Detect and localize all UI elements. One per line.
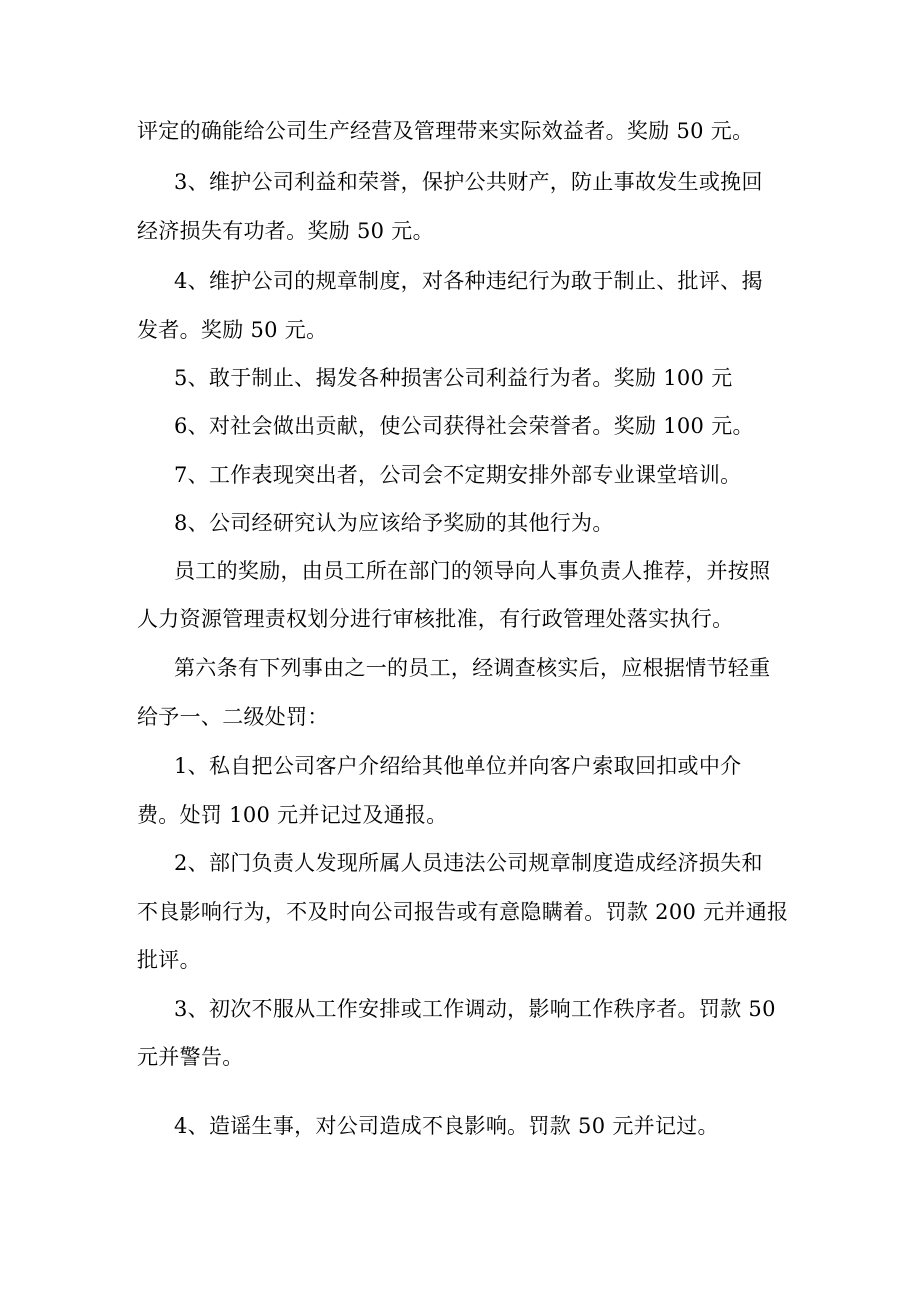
text-line: 发者。奖励 50 元。	[137, 318, 328, 342]
text-line: 评定的确能给公司生产经营及管理带来实际效益者。奖励 50 元。	[137, 119, 754, 143]
text-line: 4、维护公司的规章制度，对各种违纪行为敢于制止、批评、揭	[174, 269, 763, 293]
text-line: 8、公司经研究认为应该给予奖励的其他行为。	[174, 511, 614, 535]
text-line: 给予一、二级处罚：	[137, 705, 329, 729]
text-line: 不良影响行为，不及时向公司报告或有意隐瞒着。罚款 200 元并通报	[137, 900, 789, 924]
text-line: 7、工作表现突出者，公司会不定期安排外部专业课堂培训。	[174, 463, 742, 487]
text-line: 2、部门负责人发现所属人员违法公司规章制度造成经济损失和	[174, 851, 763, 875]
text-line: 5、敢于制止、揭发各种损害公司利益行为者。奖励 100 元	[174, 366, 733, 390]
text-line: 经济损失有功者。奖励 50 元。	[137, 219, 434, 243]
text-line: 员工的奖励，由员工所在部门的领导向人事负责人推荐，并按照	[174, 559, 771, 583]
text-line: 费。处罚 100 元并记过及通报。	[137, 803, 448, 827]
text-line: 第六条有下列事由之一的员工，经调查核实后，应根据情节轻重	[174, 656, 771, 680]
text-line: 6、对社会做出贡献，使公司获得社会荣誉者。奖励 100 元。	[174, 414, 754, 438]
text-line: 3、维护公司利益和荣誉，保护公共财产，防止事故发生或挽回	[174, 170, 763, 194]
text-line: 4、造谣生事，对公司造成不良影响。罚款 50 元并记过。	[174, 1114, 719, 1138]
text-line: 元并警告。	[137, 1045, 244, 1069]
text-line: 人力资源管理责权划分进行审核批准，有行政管理处落实执行。	[137, 607, 734, 631]
text-line: 1、私自把公司客户介绍给其他单位并向客户索取回扣或中介	[174, 754, 742, 778]
text-line: 3、初次不服从工作安排或工作调动，影响工作秩序者。罚款 50	[174, 997, 776, 1021]
text-line: 批评。	[137, 948, 201, 972]
